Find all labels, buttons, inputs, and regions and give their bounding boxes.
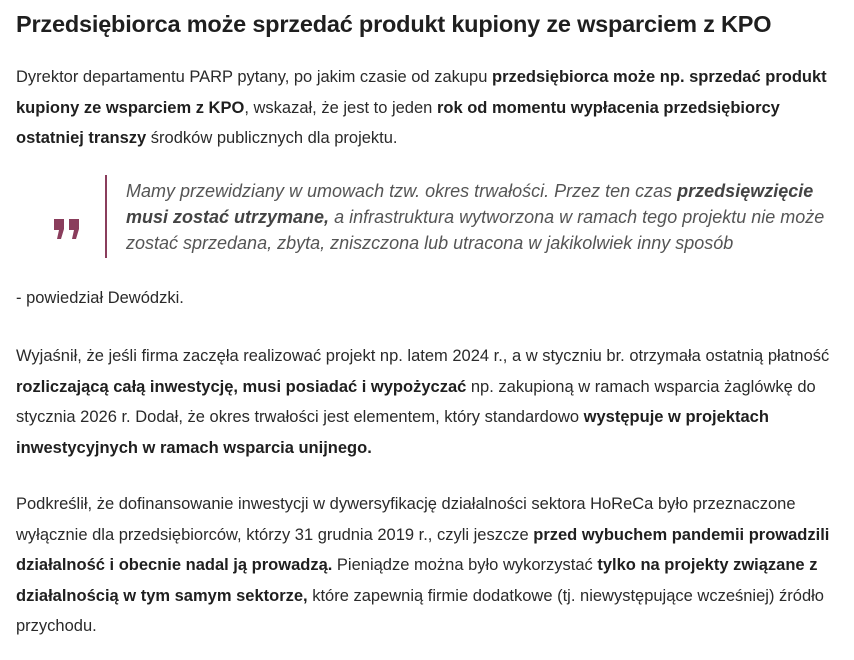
text-run: Mamy przewidziany w umowach tzw. okres trwałości. Przez ten czas: [126, 180, 678, 201]
bold-text: przedsiębiorca może np. sprzedać produkt kupiony ze wsparciem z KPO: [16, 68, 827, 117]
article-title: Przedsiębiorca może sprzedać produkt kupiony ze wsparciem z KPO: [16, 11, 772, 37]
bold-text: rozliczającą całą inwestycję, musi posiadać i wypożyczać: [16, 377, 467, 396]
quote-icon: [53, 217, 83, 241]
paragraph-emphasis: [16, 489, 838, 642]
text-run: a infrastruktura wytworzona w ramach tego projektu nie może zostać sprzedana, zbyta, zniszczona lub utracona w jakikolwiek inny sposób: [126, 206, 825, 253]
text-run: , wskazał, że jest to jeden: [244, 98, 437, 117]
paragraph-intro: [16, 62, 838, 154]
bold-text: przedsięwzięcie musi zostać utrzymane,: [126, 180, 814, 227]
bold-text: rok od momentu wypłacenia przedsiębiorcy ostatniej transzy: [16, 98, 780, 147]
text-run: Wyjaśnił, że jeśli firma zaczęła realizować projekt np. latem 2024 r., a w styczniu br. otrzymała ostatnią płatność: [16, 347, 830, 365]
bold-text: tylko na projekty związane z działalnością w tym samym sektorze,: [16, 556, 818, 605]
paragraph-explanation: [16, 341, 838, 463]
bold-text: występuje w projektach inwestycyjnych w ramach wsparcia unijnego.: [16, 408, 769, 457]
quote-text: [126, 178, 838, 256]
text-run: Podkreślił, że dofinansowanie inwestycji w dywersyfikację działalności sektora HoReCa było przeznaczone wyłącznie dla przedsiębiorców, którzy 31 grudnia 2019 r., czyli jeszcze: [16, 495, 796, 544]
text-run: Pieniądze można było wykorzystać: [332, 556, 598, 574]
text-run: środków publicznych dla projektu.: [146, 129, 398, 147]
blockquote: [105, 175, 838, 258]
bold-text: przed wybuchem pandemii prowadzili działalność i obecnie nadal ją prowadzą.: [16, 525, 830, 574]
text-run: Dyrektor departamentu PARP pytany, po jakim czasie od zakupu: [16, 68, 492, 86]
text-run: np. zakupioną w ramach wsparcia żaglówkę do stycznia 2026 r. Dodał, że okres trwałości jest elementem, który standardowo: [16, 377, 816, 426]
quote-attribution: - powiedział Dewódzki.: [16, 288, 184, 307]
text-run: które zapewnią firmie dodatkowe (tj. niewystępujące wcześniej) źródło przychodu.: [16, 586, 824, 635]
